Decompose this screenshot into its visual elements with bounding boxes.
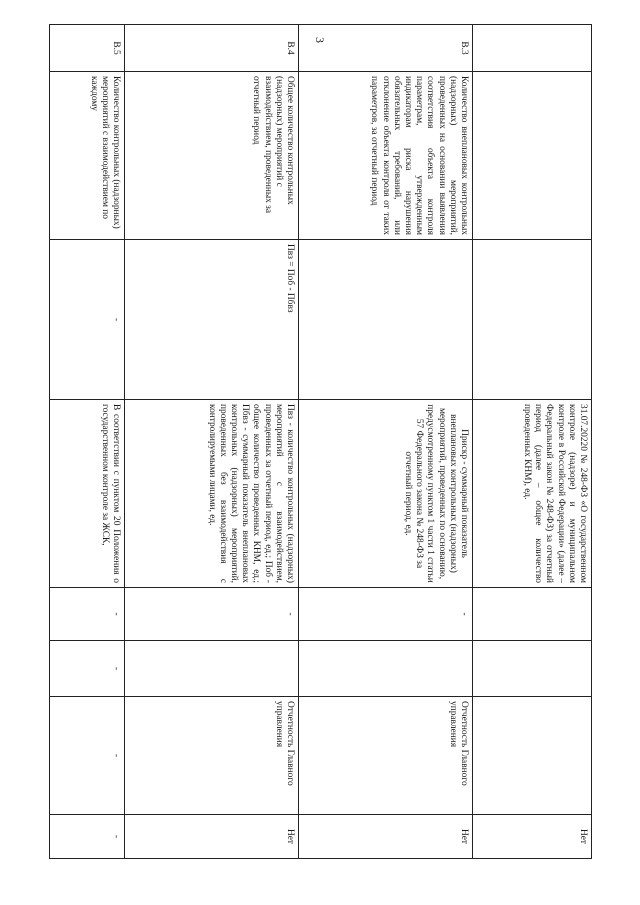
row-code-cell: В.3 [299, 25, 473, 72]
row-note-cell: Нет [473, 815, 592, 859]
row-source-cell: - [50, 697, 125, 815]
indicators-table [49, 24, 592, 859]
row-name-cell: Количество контрольных (надзорных) мероприятий с взаимодействием по каждому [50, 72, 125, 240]
page-number: 3 [313, 37, 327, 43]
row-extra1-cell: - [125, 588, 299, 641]
row-extra2-cell [473, 641, 592, 697]
rotated-table-container [78, 24, 592, 858]
table-row [299, 25, 473, 859]
row-source-cell: Отчетность Главного управления [125, 697, 299, 815]
row-extra1-cell [473, 588, 592, 641]
row-code-cell [473, 25, 592, 72]
row-extra2-cell [299, 641, 473, 697]
row-note-cell: - [50, 815, 125, 859]
table-row [50, 25, 125, 859]
row-note-cell: Нет [299, 815, 473, 859]
table-row [125, 25, 299, 859]
row-code-cell: В.5 [50, 25, 125, 72]
table-row [473, 25, 592, 859]
row-method-cell: 31.07.20220 № 248-ФЗ «О государственном контроле (надзоре) и муниципальном контроле в Российской Федерации» (далее – Федеральный закон № 248-ФЗ) за отчетный период (далее – общее количество проведенных КНМ), ед. [473, 400, 592, 588]
row-method-cell: В соответствии с пунктом 20 Положения о государственном контроле за ЖСК, [50, 400, 125, 588]
row-formula-cell [473, 240, 592, 400]
row-note-cell: Нет [125, 815, 299, 859]
row-method-cell: Пвз - количество контрольных (надзорных) мероприятий с взаимодействием, проведенных за отчетный период, ед.; Поб - общее количество проведенных КНМ, ед.; Пбвз - суммарный показатель внеплановых контрольных (надзорных) мероприятий, проведенных без взаимодействия с контролируемыми лицами, ед. [125, 400, 299, 588]
row-formula-cell: Пвз = Поб - Пбвз [125, 240, 299, 400]
row-formula-cell: - [50, 240, 125, 400]
row-name-cell: Общее количество контрольных (надзорных) мероприятий с взаимодействием, проведенных за отчетный период [125, 72, 299, 240]
row-formula-cell [299, 240, 473, 400]
row-code-cell: В.4 [125, 25, 299, 72]
row-source-cell [473, 697, 592, 815]
row-source-cell: Отчетность Главного управления [299, 697, 473, 815]
row-extra1-cell: - [50, 588, 125, 641]
row-name-cell: Количество внеплановых контрольных (надзорных) мероприятий, проведенных на основании выявления соответствия объекта контроля параметрам, утвержденным индикаторам риска нарушения обязательных требований, или отклонение объекта контроля от таких параметров, за отчетный период [299, 72, 473, 240]
row-name-cell [473, 72, 592, 240]
row-extra2-cell [125, 641, 299, 697]
row-method-cell: Прискр - суммарный показатель внеплановых контрольных (надзорных) мероприятий, проведенных по основанию, предусмотренному пунктом 1 части 1 статьи 57 Федерального закона № 248-ФЗ за отчетный период, ед. [299, 400, 473, 588]
row-extra1-cell: - [299, 588, 473, 641]
row-extra2-cell: - [50, 641, 125, 697]
